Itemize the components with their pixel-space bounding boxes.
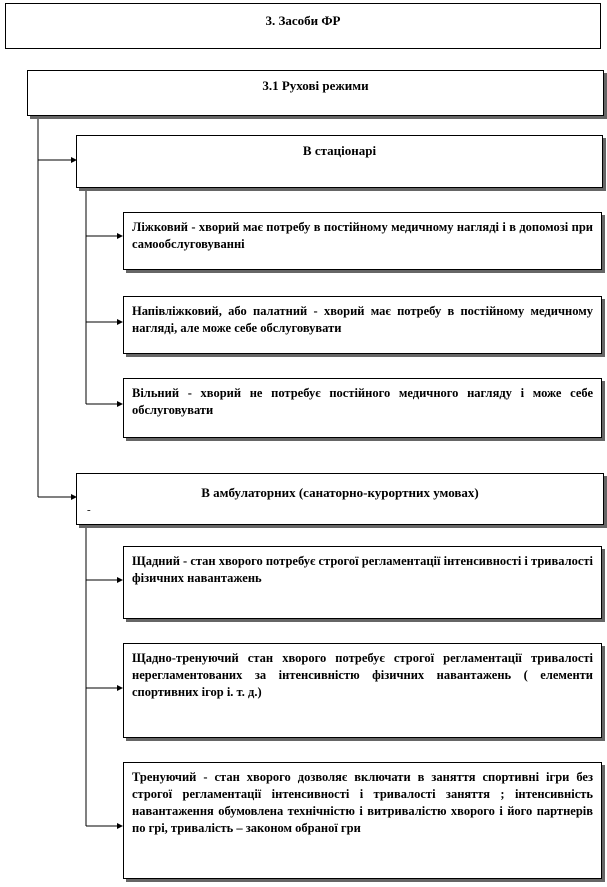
mode-card-shchadnyi	[123, 546, 602, 619]
mode-description: - хворий має потребу в постійному медичному нагляді, але може себе обслуговувати	[132, 304, 593, 335]
stationary-label: В стаціонарі	[302, 143, 377, 158]
mode-name: Напівліжковий, або палатний	[132, 304, 308, 318]
mode-description: - хворий має потребу в постійному медичному нагляді і в допомозі при самообслуговуванні	[132, 220, 593, 251]
modes-label: 3.1 Рухові режими	[262, 78, 369, 93]
stationary-box	[76, 135, 603, 188]
mode-card-trenuiuchyi	[123, 762, 602, 879]
ambulatory-mark: -	[87, 504, 91, 516]
mode-card-napivlizhkovyi	[123, 296, 602, 354]
title-label: 3. Засоби ФР	[265, 13, 341, 28]
mode-card-shchadno-trenuiuchyi	[123, 643, 602, 738]
title-box	[5, 3, 601, 49]
mode-description: - хворий не потребує постійного медичного нагляду і може себе обслуговувати	[132, 386, 593, 417]
mode-description: стан хворого потребує строгої регламентації тривалості нерегламентованих за інтенсивністю фізичних навантажень ( елементи спортивних ігор і. т. д.)	[132, 651, 593, 699]
mode-name: Щадно-тренуючий	[132, 651, 239, 665]
mode-description: - стан хворого потребує строгої регламентації інтенсивності і тривалості фізичних навантажень	[132, 554, 594, 585]
mode-card-vilnyi	[123, 378, 602, 438]
mode-name: Вільний	[132, 386, 180, 400]
ambulatory-box	[76, 473, 604, 525]
mode-card-lizhkovyi	[123, 212, 602, 270]
ambulatory-label: В амбулаторних (санаторно-курортних умовах)	[201, 485, 479, 500]
mode-description: - стан хворого дозволяє включати в заняття спортивні ігри без строгої регламентації інтенсивності і тривалості заняття ; інтенсивність навантаження обумовлена технічністю і витривалістю хворого і його партнерів по грі, тривалість – законом обраної гри	[132, 770, 593, 835]
mode-name: Тренуючий	[132, 770, 197, 784]
mode-name: Щадний	[132, 554, 180, 568]
mode-name: Ліжковий	[132, 220, 188, 234]
modes-box	[27, 70, 604, 116]
